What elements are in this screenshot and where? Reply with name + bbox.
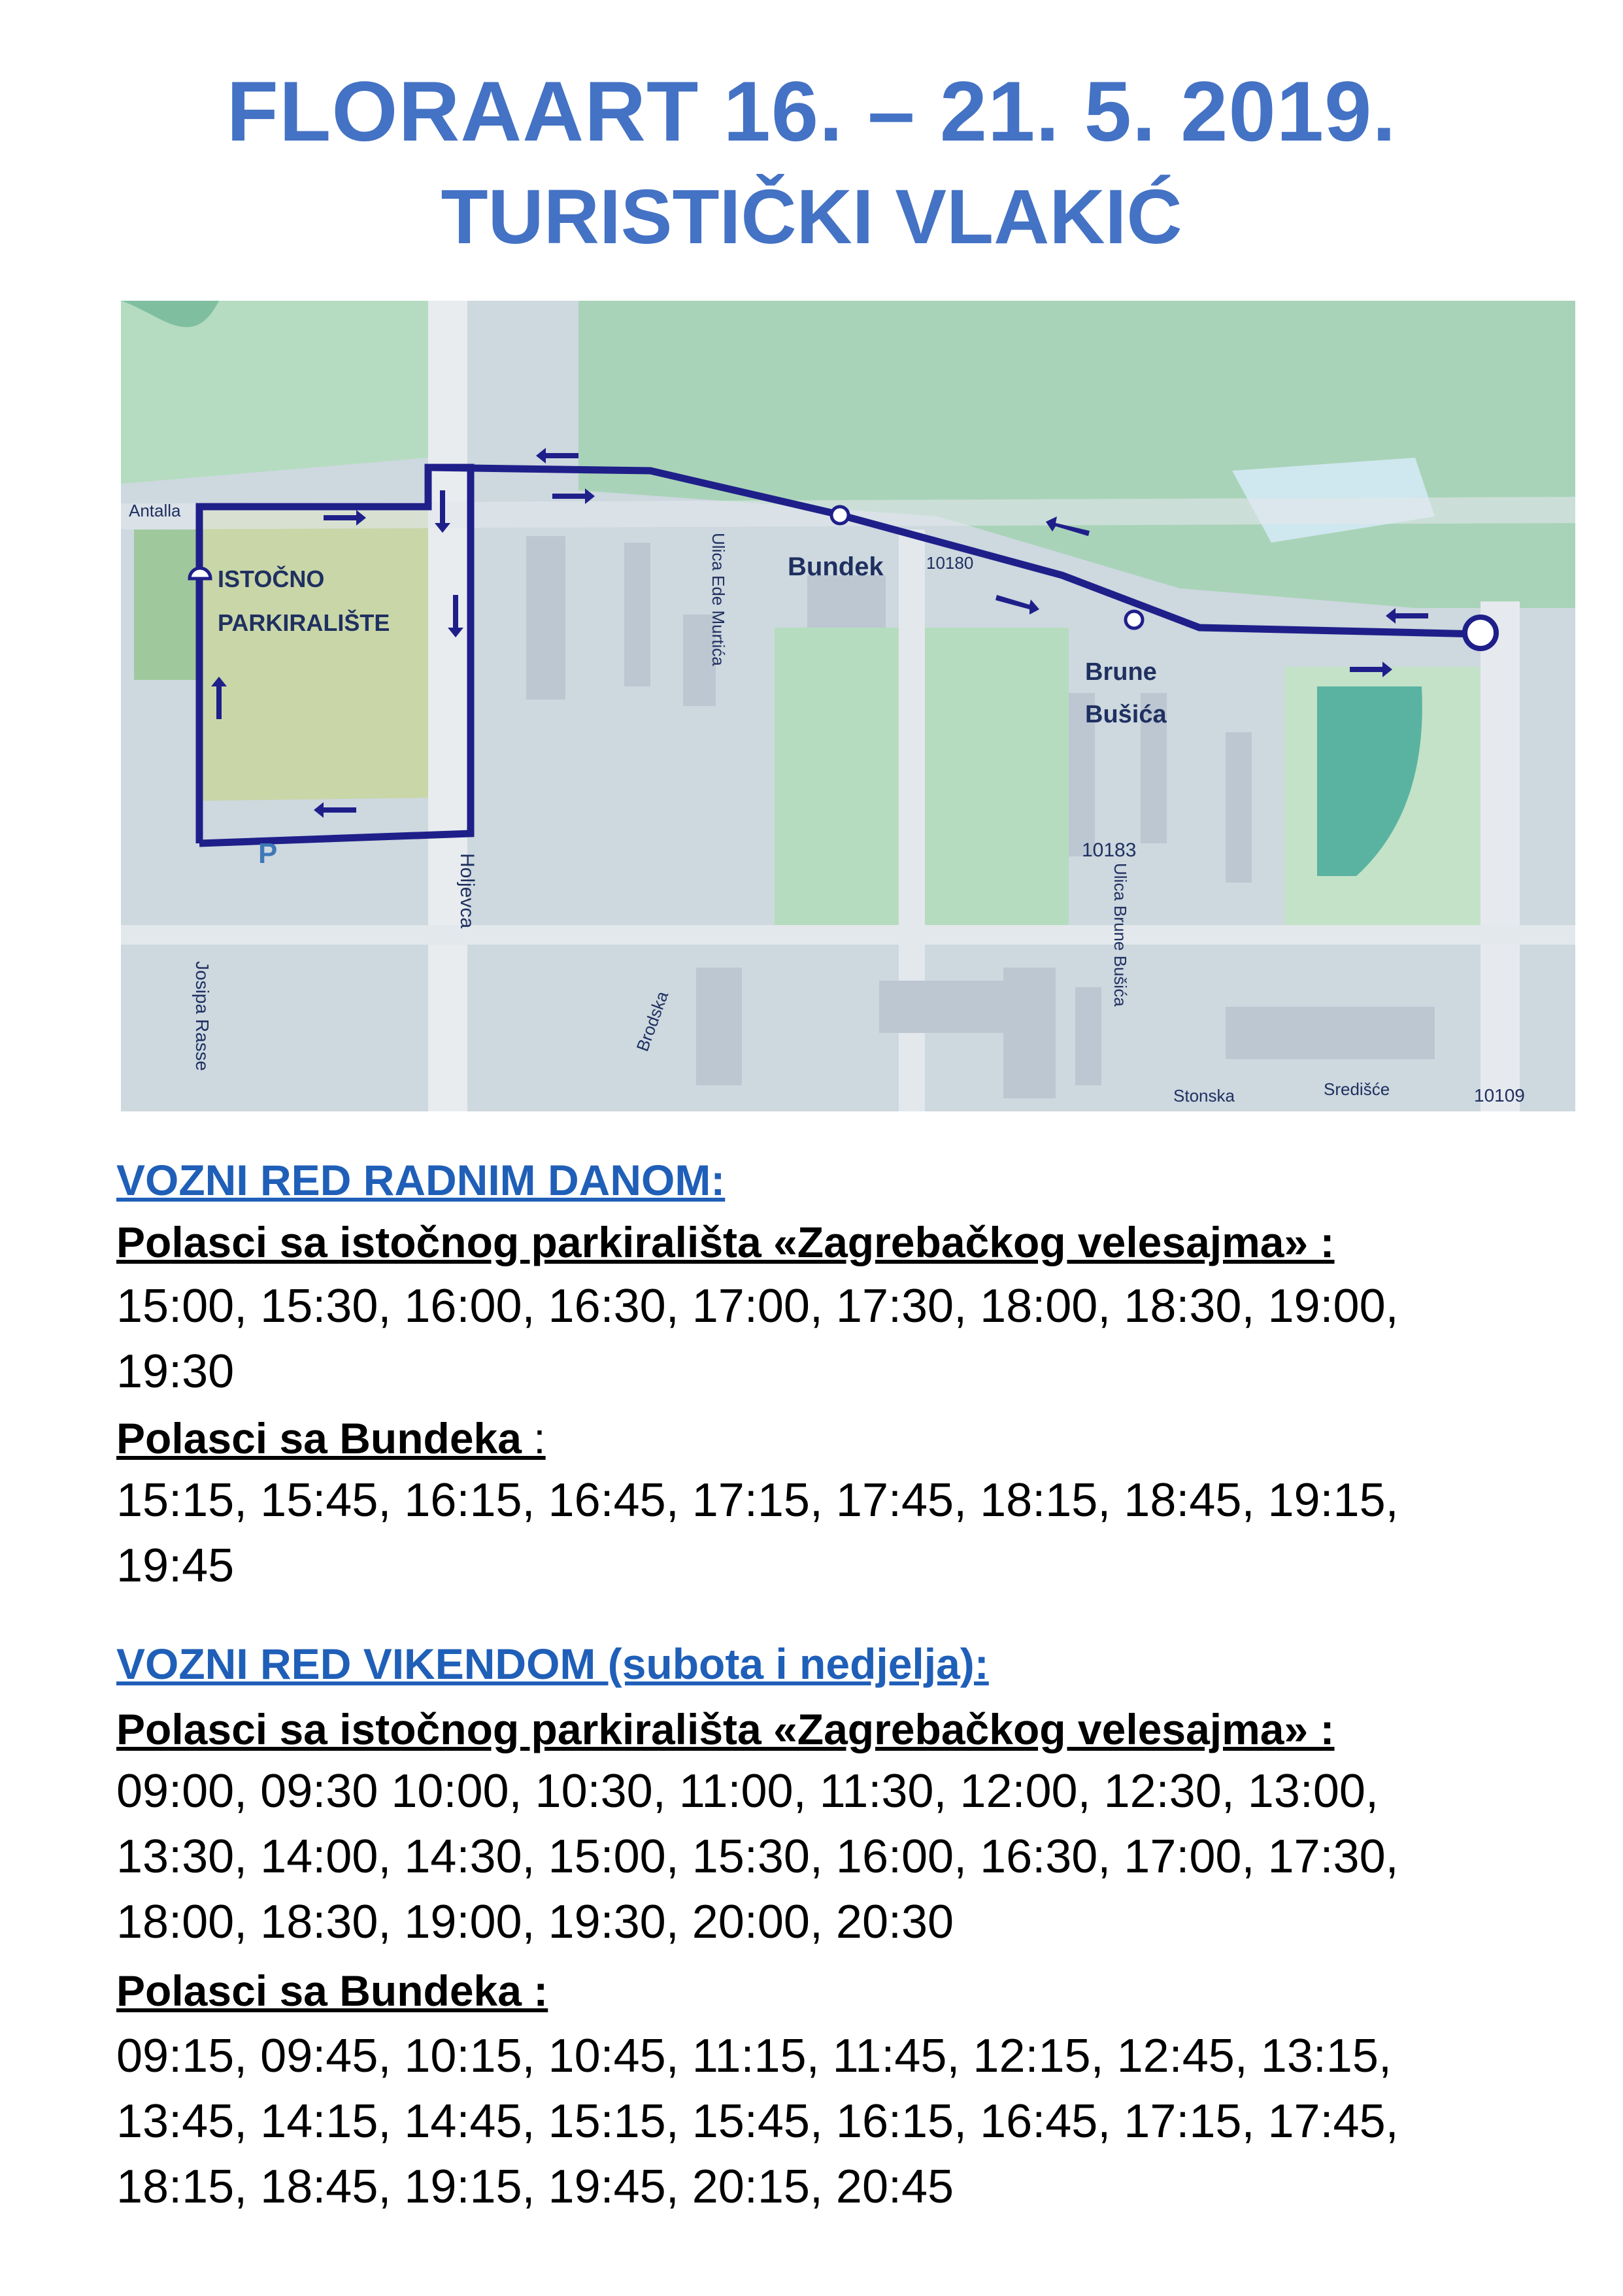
time-line: 13:45, 14:15, 14:45, 15:15, 15:45, 16:15, 16:45, 17:15, 17:45, [116, 2095, 1399, 2148]
time-line: 19:30 [116, 1345, 235, 1398]
tennis-courts [134, 530, 199, 680]
stop-parking-icon [190, 568, 210, 579]
page-subtitle: TURISTIČKI VLAKIĆ [441, 174, 1182, 260]
time-line: 13:30, 14:00, 14:30, 15:00, 15:30, 16:00, 16:30, 17:00, 17:30, [116, 1831, 1399, 1883]
map-label-ulica-ede-murtica: Ulica Ede Murtića [709, 533, 728, 666]
time-line: 18:15, 18:45, 19:15, 19:45, 20:15, 20:45 [116, 2161, 954, 2213]
map-label-brodska: Brodska [632, 988, 673, 1055]
map-label-ulica-brune-busica: Ulica Brune Bušića [1111, 863, 1130, 1007]
page-title: FLORAART 16. – 21. 5. 2019. [226, 63, 1397, 159]
weekend-parking-times [116, 1759, 1574, 1955]
road-holjevca [428, 301, 467, 1111]
weekend-bundek-label: Polasci sa Bundeka : [116, 1967, 548, 2015]
time-line: 18:00, 18:30, 19:00, 19:30, 20:00, 20:30 [116, 1896, 954, 1948]
map-label-bundek: Bundek [788, 552, 884, 581]
time-line: 09:15, 09:45, 10:15, 10:45, 11:15, 11:45, 12:15, 12:45, 13:15, [116, 2030, 1392, 2082]
weekday-bundek-times [116, 1468, 1574, 1598]
time-line: 15:00, 15:30, 16:00, 16:30, 17:00, 17:30, 18:00, 18:30, 19:00, [116, 1280, 1399, 1332]
map-label-josipa-rasse: Josipa Rasse [192, 961, 212, 1072]
weekend-parking-label: Polasci sa istočnog parkirališta «Zagrebačkog velesajma» : [116, 1705, 1335, 1753]
time-line: 19:45 [116, 1540, 235, 1592]
map-label-antalla: Antalla [129, 501, 181, 520]
weekend-bundek-times [116, 2023, 1574, 2220]
route-map [121, 301, 1575, 1111]
map-label-10180: 10180 [926, 553, 974, 573]
map-label-istocno: ISTOČNO [218, 566, 325, 592]
map-label-holjevca: Holjevca [456, 853, 478, 929]
start-circle-icon [1465, 617, 1496, 649]
map-label-busica: Bušića [1085, 701, 1167, 728]
weekend-heading: VOZNI RED VIKENDOM (subota i nedjelja): [116, 1640, 989, 1688]
stop-brune-busica-icon [1126, 611, 1143, 628]
weekday-parking-label: Polasci sa istočnog parkirališta «Zagrebačkog velesajma» : [116, 1218, 1335, 1266]
map-label-parking: P [258, 837, 278, 869]
time-line: 15:15, 15:45, 16:15, 16:45, 17:15, 17:45, 18:15, 18:45, 19:15, [116, 1474, 1399, 1527]
map-label-sredisce: Središće [1324, 1079, 1390, 1099]
weekday-parking-times [116, 1274, 1574, 1404]
bundek-label-colon: : [521, 1414, 546, 1462]
parking-lot-area [199, 503, 444, 801]
park-area [121, 301, 435, 484]
bundek-label-text: Polasci sa Bundeka [116, 1414, 522, 1462]
weekday-heading: VOZNI RED RADNIM DANOM: [116, 1156, 726, 1204]
road-bottom [121, 925, 1575, 945]
road-right [1481, 601, 1520, 1111]
stop-bundek-icon [831, 507, 848, 524]
map-label-stonska: Stonska [1173, 1086, 1235, 1106]
map-label-10109: 10109 [1474, 1085, 1525, 1106]
weekday-bundek-label [116, 1412, 1574, 1464]
map-label-10183: 10183 [1082, 839, 1137, 861]
time-line: 09:00, 09:30 10:00, 10:30, 11:00, 11:30, 12:00, 12:30, 13:00, [116, 1765, 1379, 1817]
map-label-parkiraliste: PARKIRALIŠTE [218, 609, 390, 636]
map-label-brune: Brune [1085, 658, 1157, 686]
